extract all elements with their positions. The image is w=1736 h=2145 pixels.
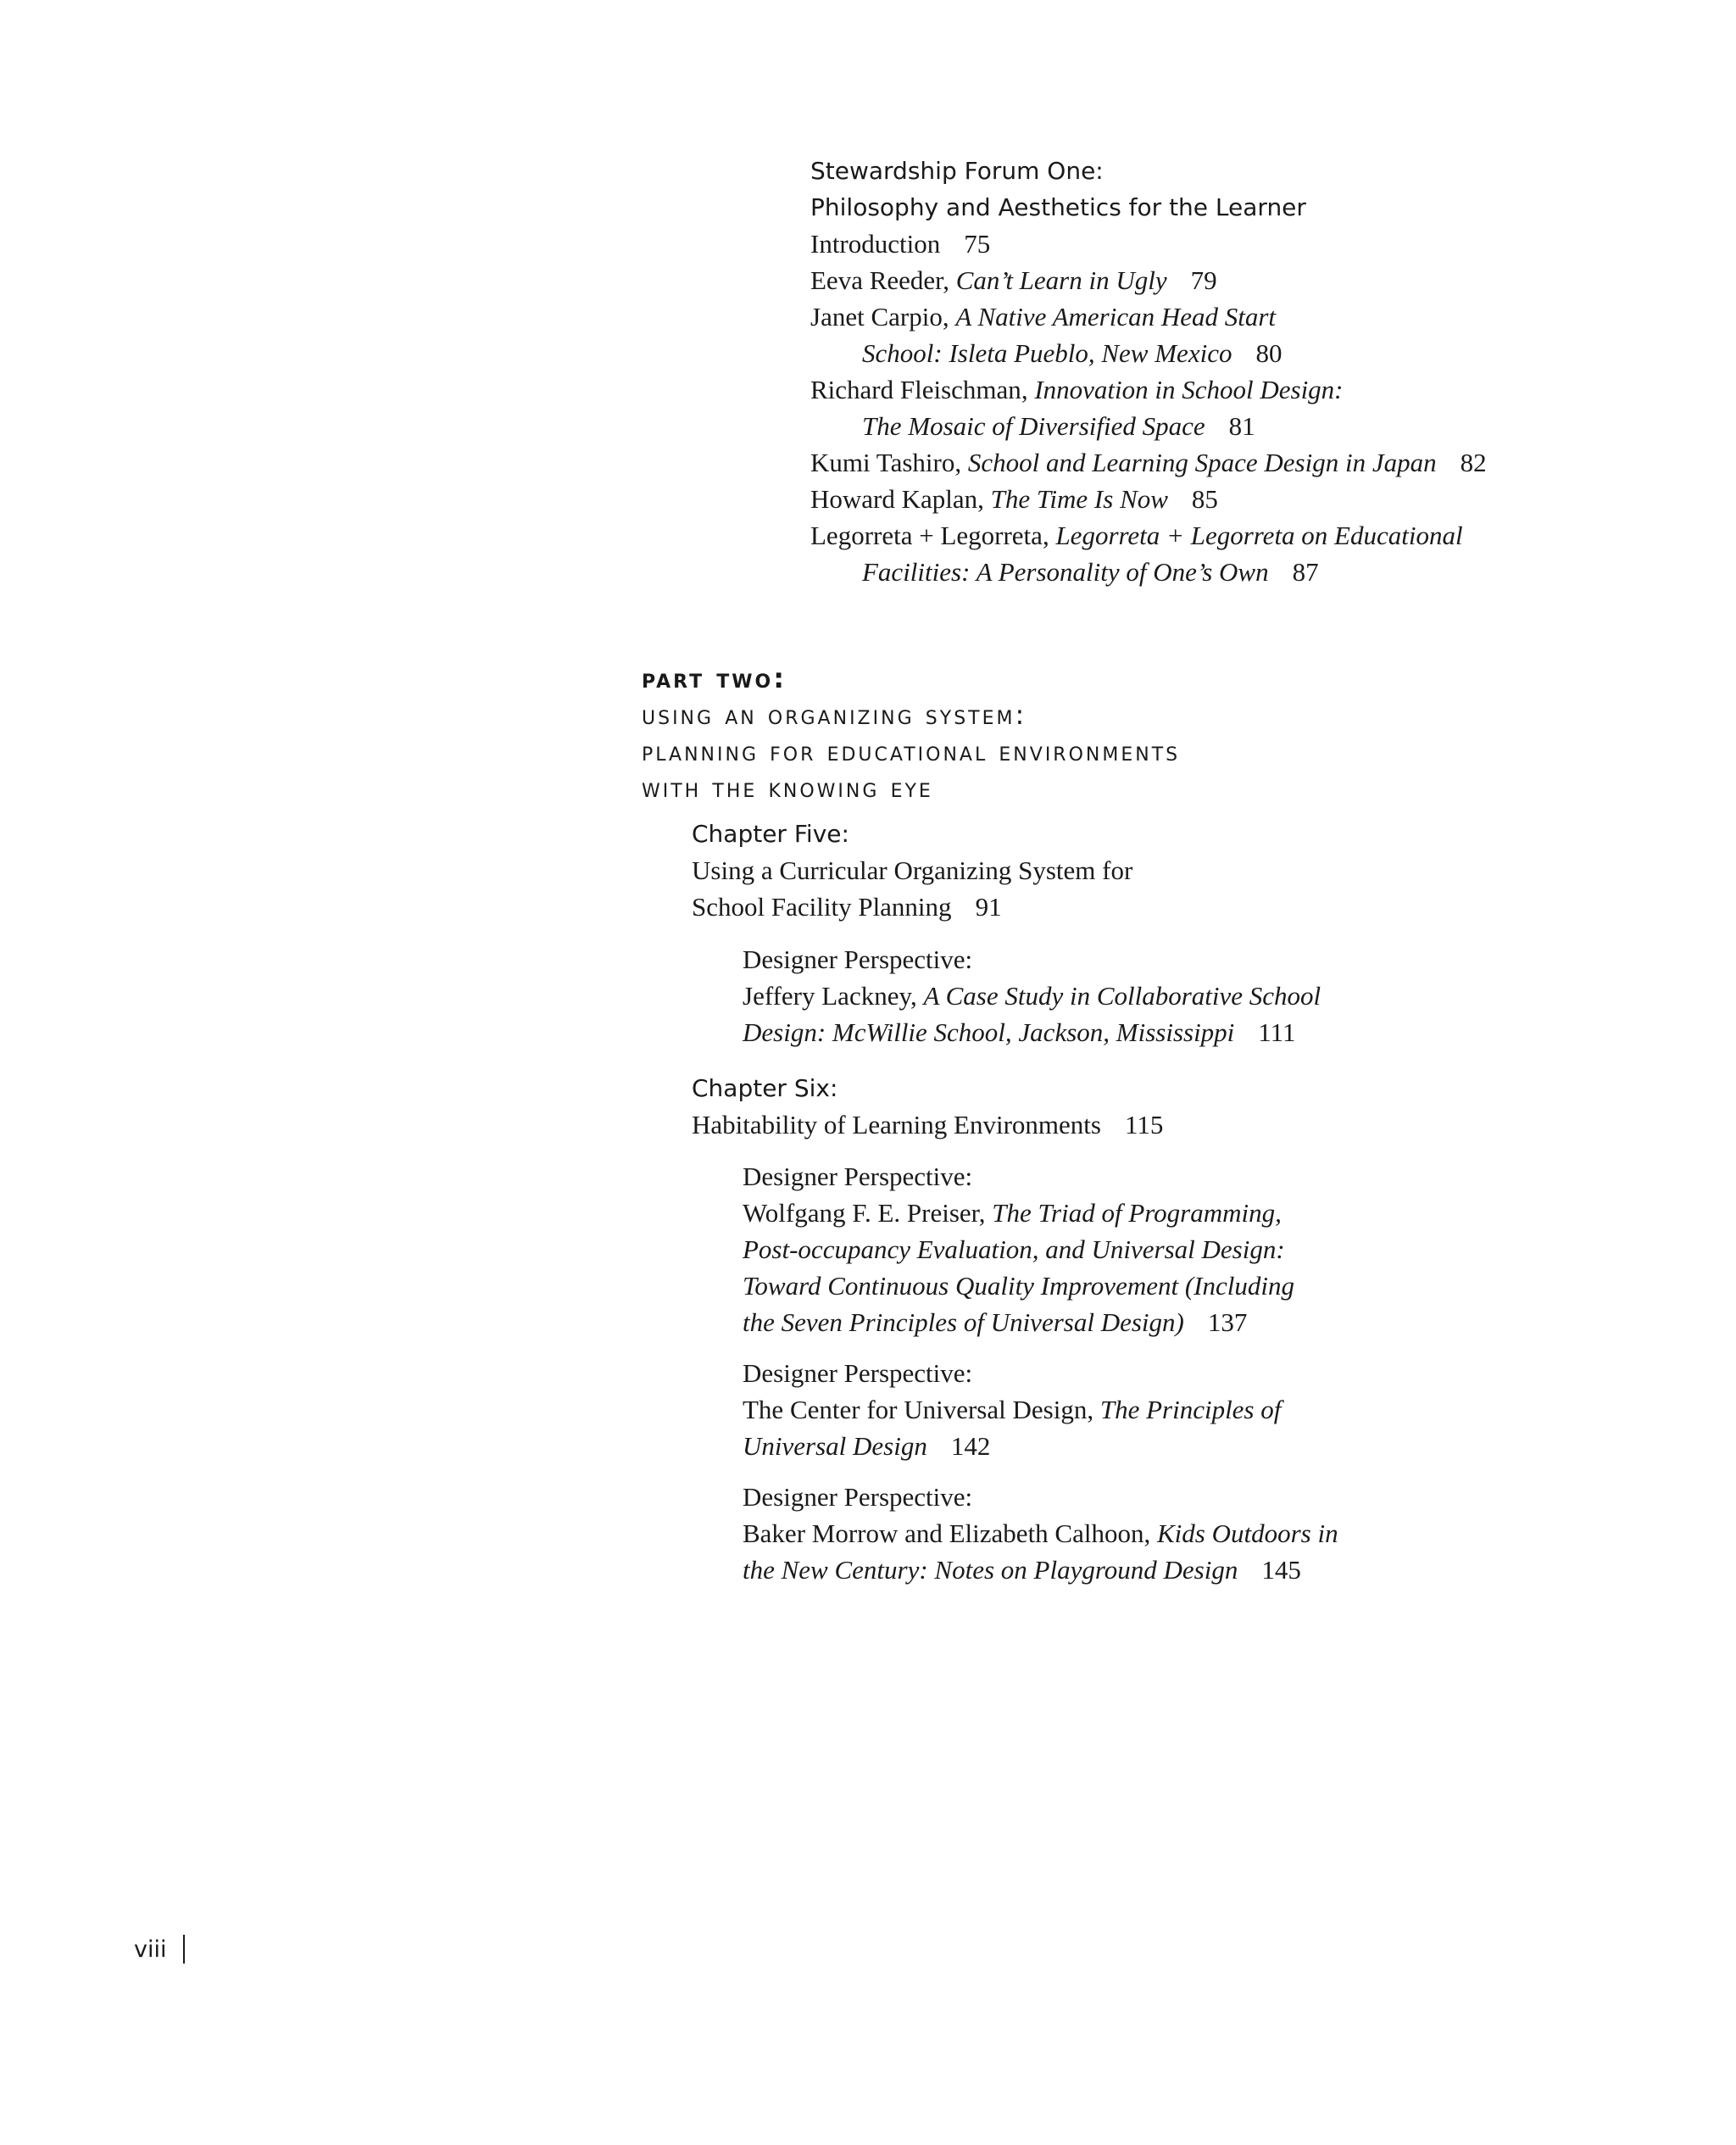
entry-title: Legorreta + Legorreta on Educational — [1055, 521, 1463, 550]
chapter-label: Chapter Five: — [692, 820, 849, 848]
entry-title: Facilities: A Personality of One’s Own — [862, 557, 1269, 587]
entry-author: Kumi Tashiro — [810, 448, 955, 477]
forum-subheading: Philosophy and Aesthetics for the Learner — [810, 193, 1306, 221]
page-number: 145 — [1261, 1555, 1301, 1585]
entry-author: Eeva Reeder — [810, 265, 943, 295]
designer-perspective-label: Designer Perspective: — [743, 1162, 973, 1191]
page-number: 115 — [1124, 1110, 1164, 1139]
designer-perspective-label: Designer Perspective: — [743, 944, 973, 974]
toc-entry-introduction — [810, 226, 990, 262]
folio-page-number: viii — [134, 1936, 167, 1963]
toc-entry: Janet Carpio, A Native American Head Start — [810, 302, 1277, 332]
entry-author: Jeffery Lackney — [743, 981, 910, 1011]
page-number: 111 — [1258, 1017, 1296, 1047]
entry-author: Richard Fleischman — [810, 375, 1021, 404]
entry-title: Innovation in School Design: — [1034, 375, 1344, 404]
chapter-title: Habitability of Learning Environments 115 — [692, 1110, 1164, 1139]
toc-entry: The Center for Universal Design, The Principles of — [743, 1395, 1282, 1424]
toc-entry-continuation — [862, 408, 1255, 444]
entry-title: Design: McWillie School, Jackson, Mississippi — [743, 1017, 1235, 1047]
toc-entry-continuation: Toward Continuous Quality Improvement (Including — [743, 1271, 1294, 1301]
toc-entry: Howard Kaplan, The Time Is Now 85 — [810, 484, 1218, 514]
page-number: 82 — [1460, 448, 1487, 477]
page-number: 85 — [1191, 484, 1218, 514]
designer-perspective-label: Designer Perspective: — [743, 1482, 973, 1512]
designer-perspective-label: Designer Perspective: — [743, 1358, 973, 1388]
page-number: 87 — [1292, 557, 1319, 587]
toc-entry-continuation — [862, 554, 1319, 590]
toc-entry: Jeffery Lackney, A Case Study in Collaborative School — [743, 981, 1321, 1011]
entry-author: Legorreta + Legorreta — [810, 521, 1043, 550]
entry-title: the New Century: Notes on Playground Design — [743, 1555, 1238, 1585]
page-number: 137 — [1207, 1307, 1248, 1337]
toc-entry: Wolfgang F. E. Preiser, The Triad of Programming, — [743, 1198, 1282, 1228]
chapter-label: Chapter Six: — [692, 1074, 838, 1102]
toc-entry-continuation: Post-occupancy Evaluation, and Universal Design: — [743, 1234, 1285, 1264]
page-number: 142 — [950, 1431, 991, 1461]
folio-divider — [183, 1935, 185, 1964]
page-number: 80 — [1255, 338, 1283, 368]
entry-author: The Center for Universal Design — [743, 1395, 1088, 1424]
toc-entry-continuation — [743, 1428, 990, 1464]
entry-title: School: Isleta Pueblo, New Mexico — [862, 338, 1232, 368]
entry-title: Can’t Learn in Ugly — [955, 265, 1167, 295]
toc-entry-continuation — [743, 1552, 1301, 1588]
entry-title: A Native American Head Start — [955, 302, 1277, 332]
toc-entry-continuation — [743, 1304, 1247, 1340]
entry-author: Baker Morrow and Elizabeth Calhoon — [743, 1518, 1144, 1548]
part-heading: part two: — [642, 662, 787, 694]
toc-entry: Kumi Tashiro, School and Learning Space Design in Japan 82 — [810, 448, 1487, 477]
toc-entry-continuation — [743, 1014, 1296, 1050]
page-number: 81 — [1228, 411, 1255, 441]
toc-entry: Baker Morrow and Elizabeth Calhoon, Kids Outdoors in — [743, 1518, 1338, 1548]
entry-title: The Triad of Programming, — [992, 1198, 1282, 1228]
chapter-title: School Facility Planning 91 — [692, 892, 1002, 922]
part-title-line: using an organizing system: — [642, 699, 1027, 731]
forum-heading: Stewardship Forum One: — [810, 157, 1104, 185]
entry-title: Universal Design — [743, 1431, 927, 1461]
toc-entry: Richard Fleischman, Innovation in School Design: — [810, 375, 1344, 404]
entry-title: Introduction — [810, 229, 941, 259]
toc-entry: Eeva Reeder, Can’t Learn in Ugly 79 — [810, 265, 1217, 295]
toc-entry-continuation — [862, 335, 1282, 371]
entry-title: A Case Study in Collaborative School — [923, 981, 1321, 1011]
entry-title: The Principles of — [1099, 1395, 1282, 1424]
chapter-title: Using a Curricular Organizing System for — [692, 855, 1133, 885]
page-number: 75 — [964, 229, 991, 259]
entry-author: Wolfgang F. E. Preiser — [743, 1198, 979, 1228]
page-number: 79 — [1190, 265, 1217, 295]
entry-author: Janet Carpio — [810, 302, 943, 332]
page-number: 91 — [975, 892, 1002, 922]
entry-title: School and Learning Space Design in Japan — [967, 448, 1437, 477]
entry-author: Howard Kaplan — [810, 484, 978, 514]
part-title-line: with the knowing eye — [642, 772, 933, 804]
entry-title: The Time Is Now — [990, 484, 1168, 514]
entry-title: The Mosaic of Diversified Space — [862, 411, 1205, 441]
entry-title: Kids Outdoors in — [1156, 1518, 1338, 1548]
entry-title: the Seven Principles of Universal Design) — [743, 1307, 1184, 1337]
toc-entry: Legorreta + Legorreta, Legorreta + Legorreta on Educational — [810, 521, 1463, 550]
part-title-line: planning for educational environments — [642, 735, 1181, 767]
